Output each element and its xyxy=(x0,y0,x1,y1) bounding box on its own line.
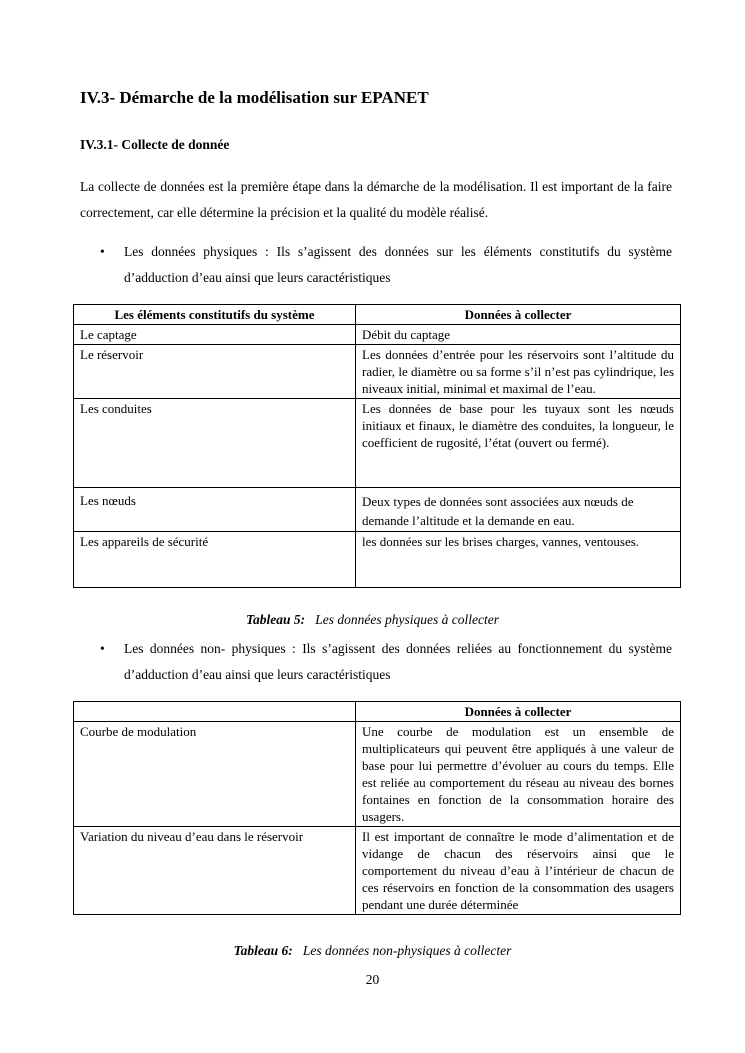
table-cell: Les conduites xyxy=(74,399,356,488)
table-header-row xyxy=(74,702,681,722)
table-caption xyxy=(0,943,745,959)
table-caption xyxy=(0,612,745,628)
table-row xyxy=(74,827,681,915)
page-number: 20 xyxy=(365,972,380,987)
subsection-heading: IV.3.1- Collecte de donnée xyxy=(80,137,230,152)
table-row xyxy=(74,722,681,827)
table-cell: Débit du captage xyxy=(356,325,681,345)
table-cell: Le captage xyxy=(74,325,356,345)
table-row xyxy=(74,399,681,488)
table-cell: Deux types de données sont associées aux nœuds de demande l’altitude et la demande en eau. xyxy=(356,488,681,532)
table-cell: Les appareils de sécurité xyxy=(74,532,356,588)
table-cell: les données sur les brises charges, vannes, ventouses. xyxy=(356,532,681,588)
section-heading: IV.3- Démarche de la modélisation sur EPANET xyxy=(80,88,429,107)
bullet-text: Les données physiques : Ils s’agissent des données sur les éléments constitutifs du système d’adduction d’eau ainsi que leurs caractéristiques xyxy=(124,244,672,285)
table-header-cell: Données à collecter xyxy=(356,702,681,722)
bullet-icon: • xyxy=(100,244,105,259)
table-header-cell xyxy=(74,702,356,722)
caption-text: Les données non-physiques à collecter xyxy=(302,943,512,958)
table-row xyxy=(74,488,681,532)
table-cell: Courbe de modulation xyxy=(74,722,356,827)
intro-paragraph: La collecte de données est la première étape dans la démarche de la modélisation. Il est important de la faire correctement, car elle détermine la précision et la qualité du modèle réalisé. xyxy=(80,179,672,220)
table-header-row xyxy=(74,305,681,325)
bullet-nonphysical-data xyxy=(100,636,672,688)
bullet-physical-data xyxy=(100,239,672,291)
table-cell: Les données d’entrée pour les réservoirs sont l’altitude du radier, le diamètre ou sa forme s’il n’est pas cylindrique, les niveaux initial, minimal et maximal de l’eau. xyxy=(356,345,681,399)
table-cell: Le réservoir xyxy=(74,345,356,399)
table-row xyxy=(74,345,681,399)
caption-label: Tableau 5: xyxy=(246,612,306,627)
physical-data-table xyxy=(73,304,681,588)
nonphysical-data-table xyxy=(73,701,681,915)
table-row xyxy=(74,532,681,588)
table-cell: Les données de base pour les tuyaux sont les nœuds initiaux et finaux, le diamètre des conduites, la longueur, le coefficient de rugosité, l’état (ouvert ou fermé). xyxy=(356,399,681,488)
table-cell: Variation du niveau d’eau dans le réservoir xyxy=(74,827,356,915)
caption-label: Tableau 6: xyxy=(233,943,293,958)
bullet-text: Les données non- physiques : Ils s’agissent des données reliées au fonctionnement du système d’adduction d’eau ainsi que leurs caractéristiques xyxy=(124,641,672,682)
table-cell: Une courbe de modulation est un ensemble de multiplicateurs qui peuvent être appliqués à une valeur de base pour lui permettre d’évoluer au cours du temps. Elle est reliée au comportement du réseau au niveau des bornes fontaines en fonction de la consommation horaire des usagers. xyxy=(356,722,681,827)
bullet-icon: • xyxy=(100,641,105,656)
table-row xyxy=(74,325,681,345)
table-header-cell: Données à collecter xyxy=(356,305,681,325)
table-cell: Il est important de connaître le mode d’alimentation et de vidange de chacun des réservoirs ainsi que le comportement du niveau d’eau à l’intérieur de chacun de ces réservoirs en fonction de la consommation des usagers pendant une durée déterminée xyxy=(356,827,681,915)
table-cell: Les nœuds xyxy=(74,488,356,532)
table-header-cell: Les éléments constitutifs du système xyxy=(74,305,356,325)
caption-text: Les données physiques à collecter xyxy=(315,612,499,627)
